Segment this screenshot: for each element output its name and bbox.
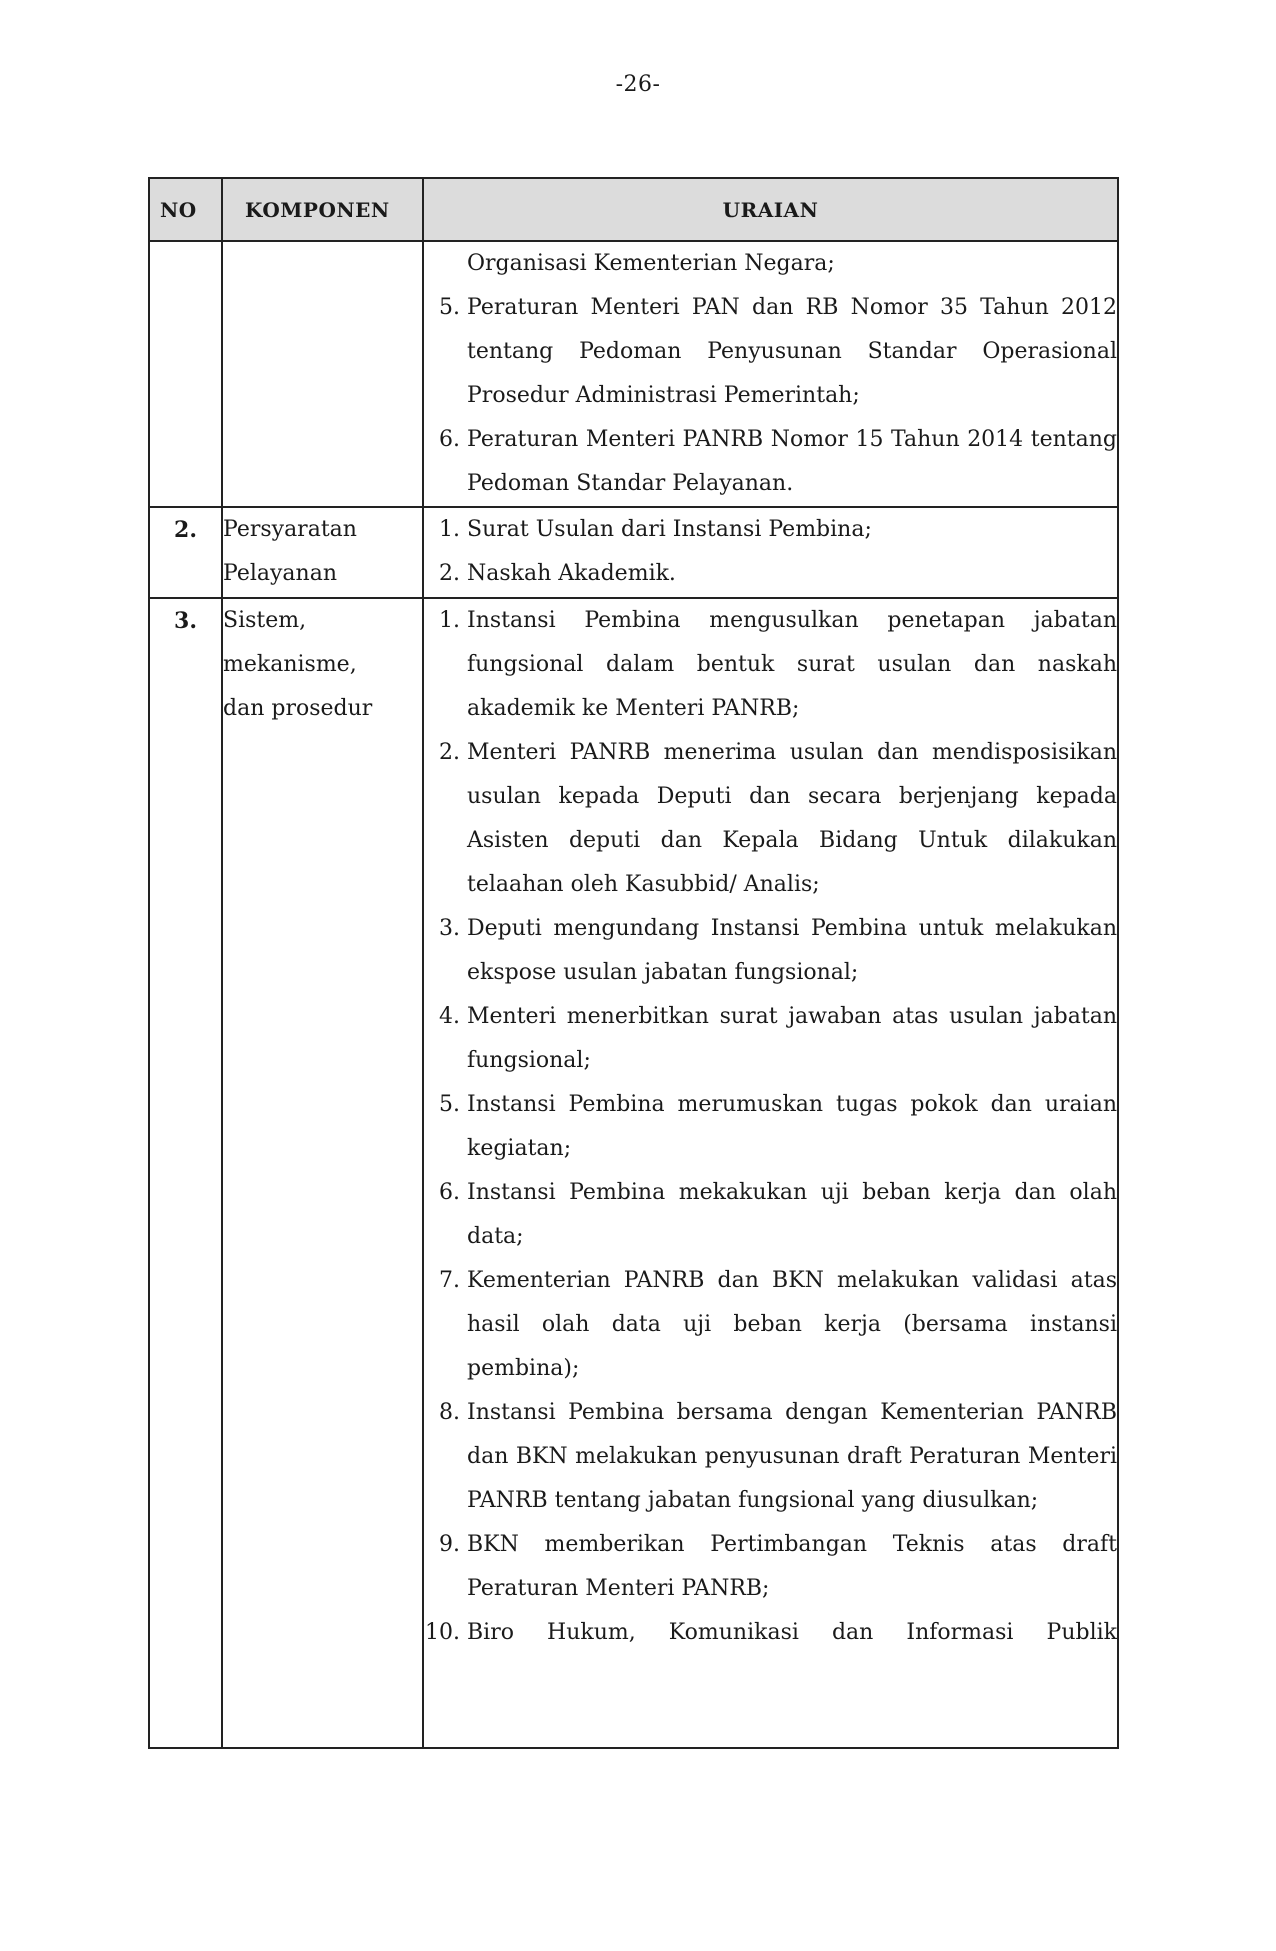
list-item-text: Menteri menerbitkan surat jawaban atas usulan jabatan fungsional;	[467, 1004, 1117, 1073]
list-item-text: Surat Usulan dari Instansi Pembina;	[467, 517, 872, 542]
komponen-line: Sistem,	[223, 608, 307, 633]
list-item-number: 6.	[439, 427, 460, 452]
list-item	[424, 508, 1117, 552]
continuation-text: Organisasi Kementerian Negara;	[467, 251, 835, 276]
list-item-number: 2.	[439, 561, 460, 586]
table-row	[149, 507, 1118, 598]
komponen-line: mekanisme,	[223, 652, 357, 677]
row-uraian	[423, 241, 1118, 507]
list-item	[424, 1611, 1117, 1655]
row-number: 3.	[149, 598, 222, 1748]
row-number	[149, 241, 222, 507]
komponen-line: Persyaratan	[223, 517, 357, 542]
row-komponen	[222, 241, 423, 507]
komponen-line: Pelayanan	[223, 561, 337, 586]
list-item	[424, 995, 1117, 1083]
list-item-text: Instansi Pembina bersama dengan Kementerian PANRB dan BKN melakukan penyusunan draft Peraturan Menteri PANRB tentang jabatan fungsional yang diusulkan;	[467, 1400, 1117, 1513]
header-komponen: KOMPONEN	[222, 178, 423, 241]
list-item-number: 9.	[439, 1532, 460, 1557]
table-header-row	[149, 178, 1118, 241]
list-item	[424, 1259, 1117, 1391]
list-item	[424, 552, 1117, 596]
table-row	[149, 598, 1118, 1748]
header-no: NO	[149, 178, 222, 241]
list-item-number: 7.	[439, 1268, 460, 1293]
list-item-text: Biro Hukum, Komunikasi dan Informasi Publik	[467, 1620, 1117, 1645]
row-komponen	[222, 598, 423, 1748]
list-item-text: Deputi mengundang Instansi Pembina untuk melakukan ekspose usulan jabatan fungsional;	[467, 916, 1117, 985]
list-item-number: 1.	[439, 608, 460, 633]
list-item-text: Peraturan Menteri PAN dan RB Nomor 35 Tahun 2012 tentang Pedoman Penyusunan Standar Operasional Prosedur Administrasi Pemerintah;	[467, 295, 1117, 408]
row-uraian	[423, 507, 1118, 598]
list-item	[424, 1523, 1117, 1611]
komponen-line: dan prosedur	[223, 696, 373, 721]
list-item-text: BKN memberikan Pertimbangan Teknis atas draft Peraturan Menteri PANRB;	[467, 1532, 1117, 1601]
list-item	[424, 286, 1117, 418]
list-item-number: 3.	[439, 916, 460, 941]
list-item-number: 5.	[439, 295, 460, 320]
list-item-text: Instansi Pembina merumuskan tugas pokok dan uraian kegiatan;	[467, 1092, 1117, 1161]
list-item-text: Instansi Pembina mekakukan uji beban kerja dan olah data;	[467, 1180, 1117, 1249]
list-item	[424, 731, 1117, 907]
list-item-number: 5.	[439, 1092, 460, 1117]
list-item	[424, 907, 1117, 995]
header-uraian: URAIAN	[423, 178, 1118, 241]
list-item-text: Peraturan Menteri PANRB Nomor 15 Tahun 2014 tentang Pedoman Standar Pelayanan.	[467, 427, 1117, 496]
list-item	[424, 1083, 1117, 1171]
list-item-text: Naskah Akademik.	[467, 561, 676, 586]
list-item-number: 2.	[439, 740, 460, 765]
row-uraian	[423, 598, 1118, 1748]
list-item-text: Kementerian PANRB dan BKN melakukan validasi atas hasil olah data uji beban kerja (bersama instansi pembina);	[467, 1268, 1117, 1381]
page-number: -26-	[615, 72, 661, 97]
table-row	[149, 241, 1118, 507]
list-item	[424, 599, 1117, 731]
list-item-text: Instansi Pembina mengusulkan penetapan jabatan fungsional dalam bentuk surat usulan dan naskah akademik ke Menteri PANRB;	[467, 608, 1117, 721]
list-item-number: 4.	[439, 1004, 460, 1029]
list-item-number: 10.	[425, 1620, 460, 1645]
row-number: 2.	[149, 507, 222, 598]
list-item-number: 1.	[439, 517, 460, 542]
list-item	[424, 418, 1117, 506]
list-item	[424, 1171, 1117, 1259]
list-item-number: 8.	[439, 1400, 460, 1425]
list-item-number: 6.	[439, 1180, 460, 1205]
list-item	[424, 1391, 1117, 1523]
list-item-text: Menteri PANRB menerima usulan dan mendisposisikan usulan kepada Deputi dan secara berjenjang kepada Asisten deputi dan Kepala Bidang Untuk dilakukan telaahan oleh Kasubbid/ Analis;	[467, 740, 1117, 897]
component-table	[148, 177, 1119, 1749]
row-komponen	[222, 507, 423, 598]
